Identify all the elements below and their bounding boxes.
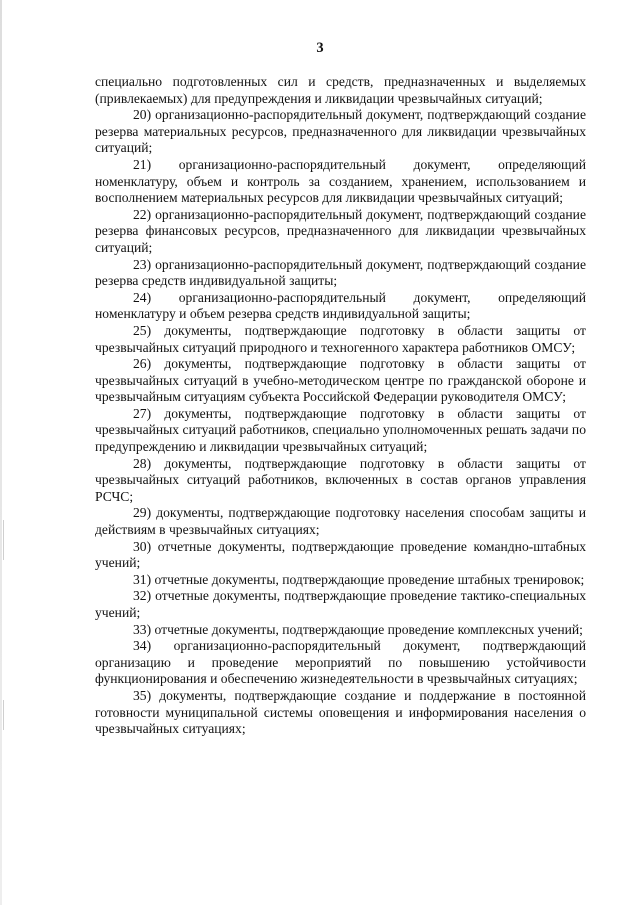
paragraph-item-26: 26) документы, подтверждающие подготовку в области защиты от чрезвычайных ситуаций в учебно-методическом центре по гражданской обороне и чрезвычайным ситуациям субъекта Российской Федерации руководителя ОМСУ; [95,356,586,405]
scan-edge [0,0,2,905]
paragraph-item-32: 32) отчетные документы, подтверждающие проведение тактико-специальных учений; [95,588,586,620]
scan-artifact [3,520,4,560]
page-number: 3 [316,40,324,56]
paragraph-item-31: 31) отчетные документы, подтверждающие проведение штабных тренировок; [133,571,585,587]
paragraph-item-21: 21) организационно-распорядительный документ, определяющий номенклатуру, объем и контроль за созданием, хранением, использованием и восполнением материальных ресурсов для ликвидации чрезвычайных ситуаций; [95,156,586,206]
paragraph-item-34: 34) организационно-распорядительный документ, подтверждающий организацию и проведение мероприятий по повышению устойчивости функционирования и обеспечению жизнедеятельности в чрезвычайных ситуациях; [95,638,586,687]
scan-artifact [3,700,4,730]
paragraph-item-20: 20) организационно-распорядительный документ, подтверждающий создание резерва материальных ресурсов, предназначенного для ликвидации чрезвычайных ситуаций; [95,107,586,156]
paragraph-item-27: 27) документы, подтверждающие подготовку в области защиты от чрезвычайных ситуаций работников, специально уполномоченных решать задачи по предупреждению и ликвидации чрезвычайных ситуаций; [95,405,586,455]
paragraph-item-29: 29) документы, подтверждающие подготовку населения способам защиты и действиям в чрезвычайных ситуациях; [95,505,586,538]
paragraph-continuation: специально подготовленных сил и средств, предназначенных и выделяемых (привлекаемых) для предупреждения и ликвидации чрезвычайных ситуаций; [95,74,586,106]
paragraph-item-24: 24) организационно-распорядительный документ, определяющий номенклатуру и объем резерва средств индивидуальной защиты; [95,289,586,322]
paragraph-item-33: 33) отчетные документы, подтверждающие проведение комплексных учений; [133,621,583,637]
paragraph-item-25: 25) документы, подтверждающие подготовку в области защиты от чрезвычайных ситуаций природного и техногенного характера работников ОМСУ; [95,322,586,355]
paragraph-item-30: 30) отчетные документы, подтверждающие проведение командно-штабных учений; [95,538,586,571]
paragraph-item-28: 28) документы, подтверждающие подготовку в области защиты от чрезвычайных ситуаций работников, включенных в состав органов управления РСЧС; [95,455,586,504]
paragraph-item-35: 35) документы, подтверждающие создание и поддержание в постоянной готовности муниципальной системы оповещения и информирования населения о чрезвычайных ситуациях; [95,687,586,737]
document-body [95,74,586,738]
paragraph-item-23: 23) организационно-распорядительный документ, подтверждающий создание резерва средств индивидуальной защиты; [95,256,586,289]
paragraph-item-22: 22) организационно-распорядительный документ, подтверждающий создание резерва финансовых ресурсов, предназначенного для ликвидации чрезвычайных ситуаций; [95,206,586,255]
